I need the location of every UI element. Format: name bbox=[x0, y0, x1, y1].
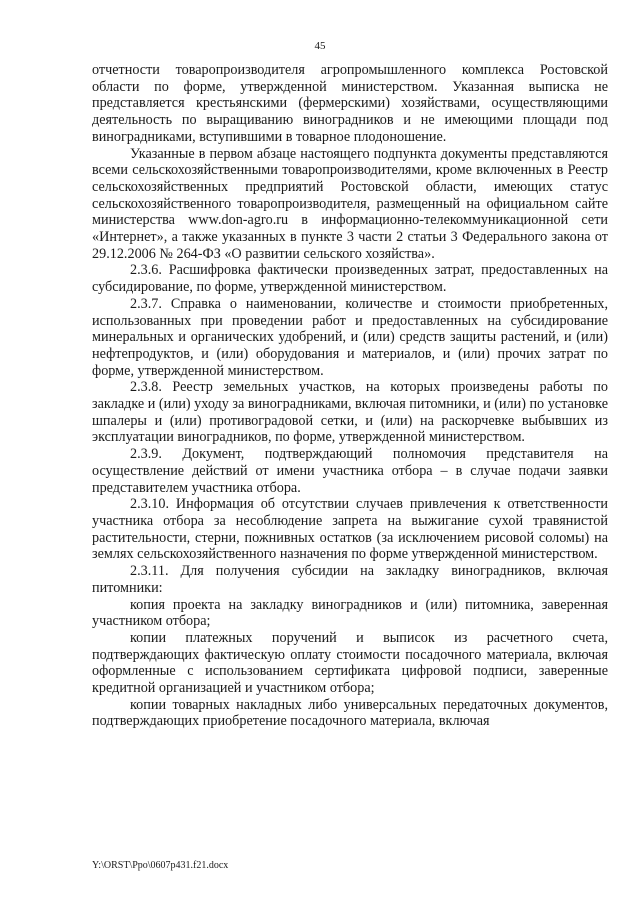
paragraph-2-3-9: 2.3.9. Документ, подтверждающий полномочия представителя на осуществление действий от имени участника отбора – в случае подачи заявки представителем участника отбора. bbox=[92, 446, 608, 496]
paragraph-2-3-11: 2.3.11. Для получения субсидии на закладку виноградников, включая питомники: bbox=[92, 563, 608, 596]
footer-file-path: Y:\ORST\Ppo\0607p431.f21.docx bbox=[92, 860, 229, 871]
list-item-project-copy: копия проекта на закладку виноградников и (или) питомника, заверенная участником отбора; bbox=[92, 596, 608, 630]
paragraph-continuation: отчетности товаропроизводителя агропромышленного комплекса Ростовской области по форме, утвержденной министерством. Указанная выписка не представляется крестьянскими (фермерскими) хозяйствами, осуществляющими деятельность по выращиванию виноградников и не имеющими площади под виноградниками, вступившими в товарное плодоношение. bbox=[92, 62, 608, 145]
paragraph-2-3-10: 2.3.10. Информация об отсутствии случаев привлечения к ответственности участника отбора за несоблюдение запрета на выжигание сухой травянистой растительности, стерни, пожнивных остатков (за исключением рисовой соломы) на землях сельскохозяйственного назначения по форме утвержденной министерством. bbox=[92, 496, 608, 563]
list-item-invoices: копии товарных накладных либо универсальных передаточных документов, подтверждающих приобретение посадочного материала, включая bbox=[92, 696, 608, 730]
paragraph-2-3-6: 2.3.6. Расшифровка фактически произведенных затрат, предоставленных на субсидирование, по форме, утвержденной министерством. bbox=[92, 262, 608, 296]
paragraph-2-3-7: 2.3.7. Справка о наименовании, количестве и стоимости приобретенных, использованных при проведении работ и предоставленных на субсидирование минеральных и органических удобрений, и (или) средств защиты растений, и (или) нефтепродуктов, и (или) оборудования и материалов, и (или) прочих затрат по форме, утвержденной министерством. bbox=[92, 295, 608, 379]
paragraph-2-3-8: 2.3.8. Реестр земельных участков, на которых произведены работы по закладке и (или) уходу за виноградниками, включая питомники, и (или) по установке шпалеры и (или) противоградовой сетки, и (или) на раскорчевке выбывших из эксплуатации виноградников, по форме, утвержденной министерством. bbox=[92, 379, 608, 446]
page-number: 45 bbox=[314, 40, 326, 52]
document-body bbox=[92, 62, 608, 730]
list-item-payment-orders: копии платежных поручений и выписок из расчетного счета, подтверждающих фактическую оплату стоимости посадочного материала, включая оформленные с использованием сертификата цифровой подписи, заверенные кредитной организацией и участником отбора; bbox=[92, 629, 608, 697]
paragraph-documents-submitted: Указанные в первом абзаце настоящего подпункта документы представляются всеми сельскохозяйственными товаропроизводителями, кроме включенных в Реестр сельскохозяйственных предприятий Ростовской области, имеющих статус сельскохозяйственного товаропроизводителя, размещенный на официальном сайте министерства www.don-agro.ru в информационно-телекоммуникационной сети «Интернет», а также указанных в пункте 3 части 2 статьи 3 Федерального закона от 29.12.2006 № 264-ФЗ «О развитии сельского хозяйства». bbox=[92, 145, 608, 262]
